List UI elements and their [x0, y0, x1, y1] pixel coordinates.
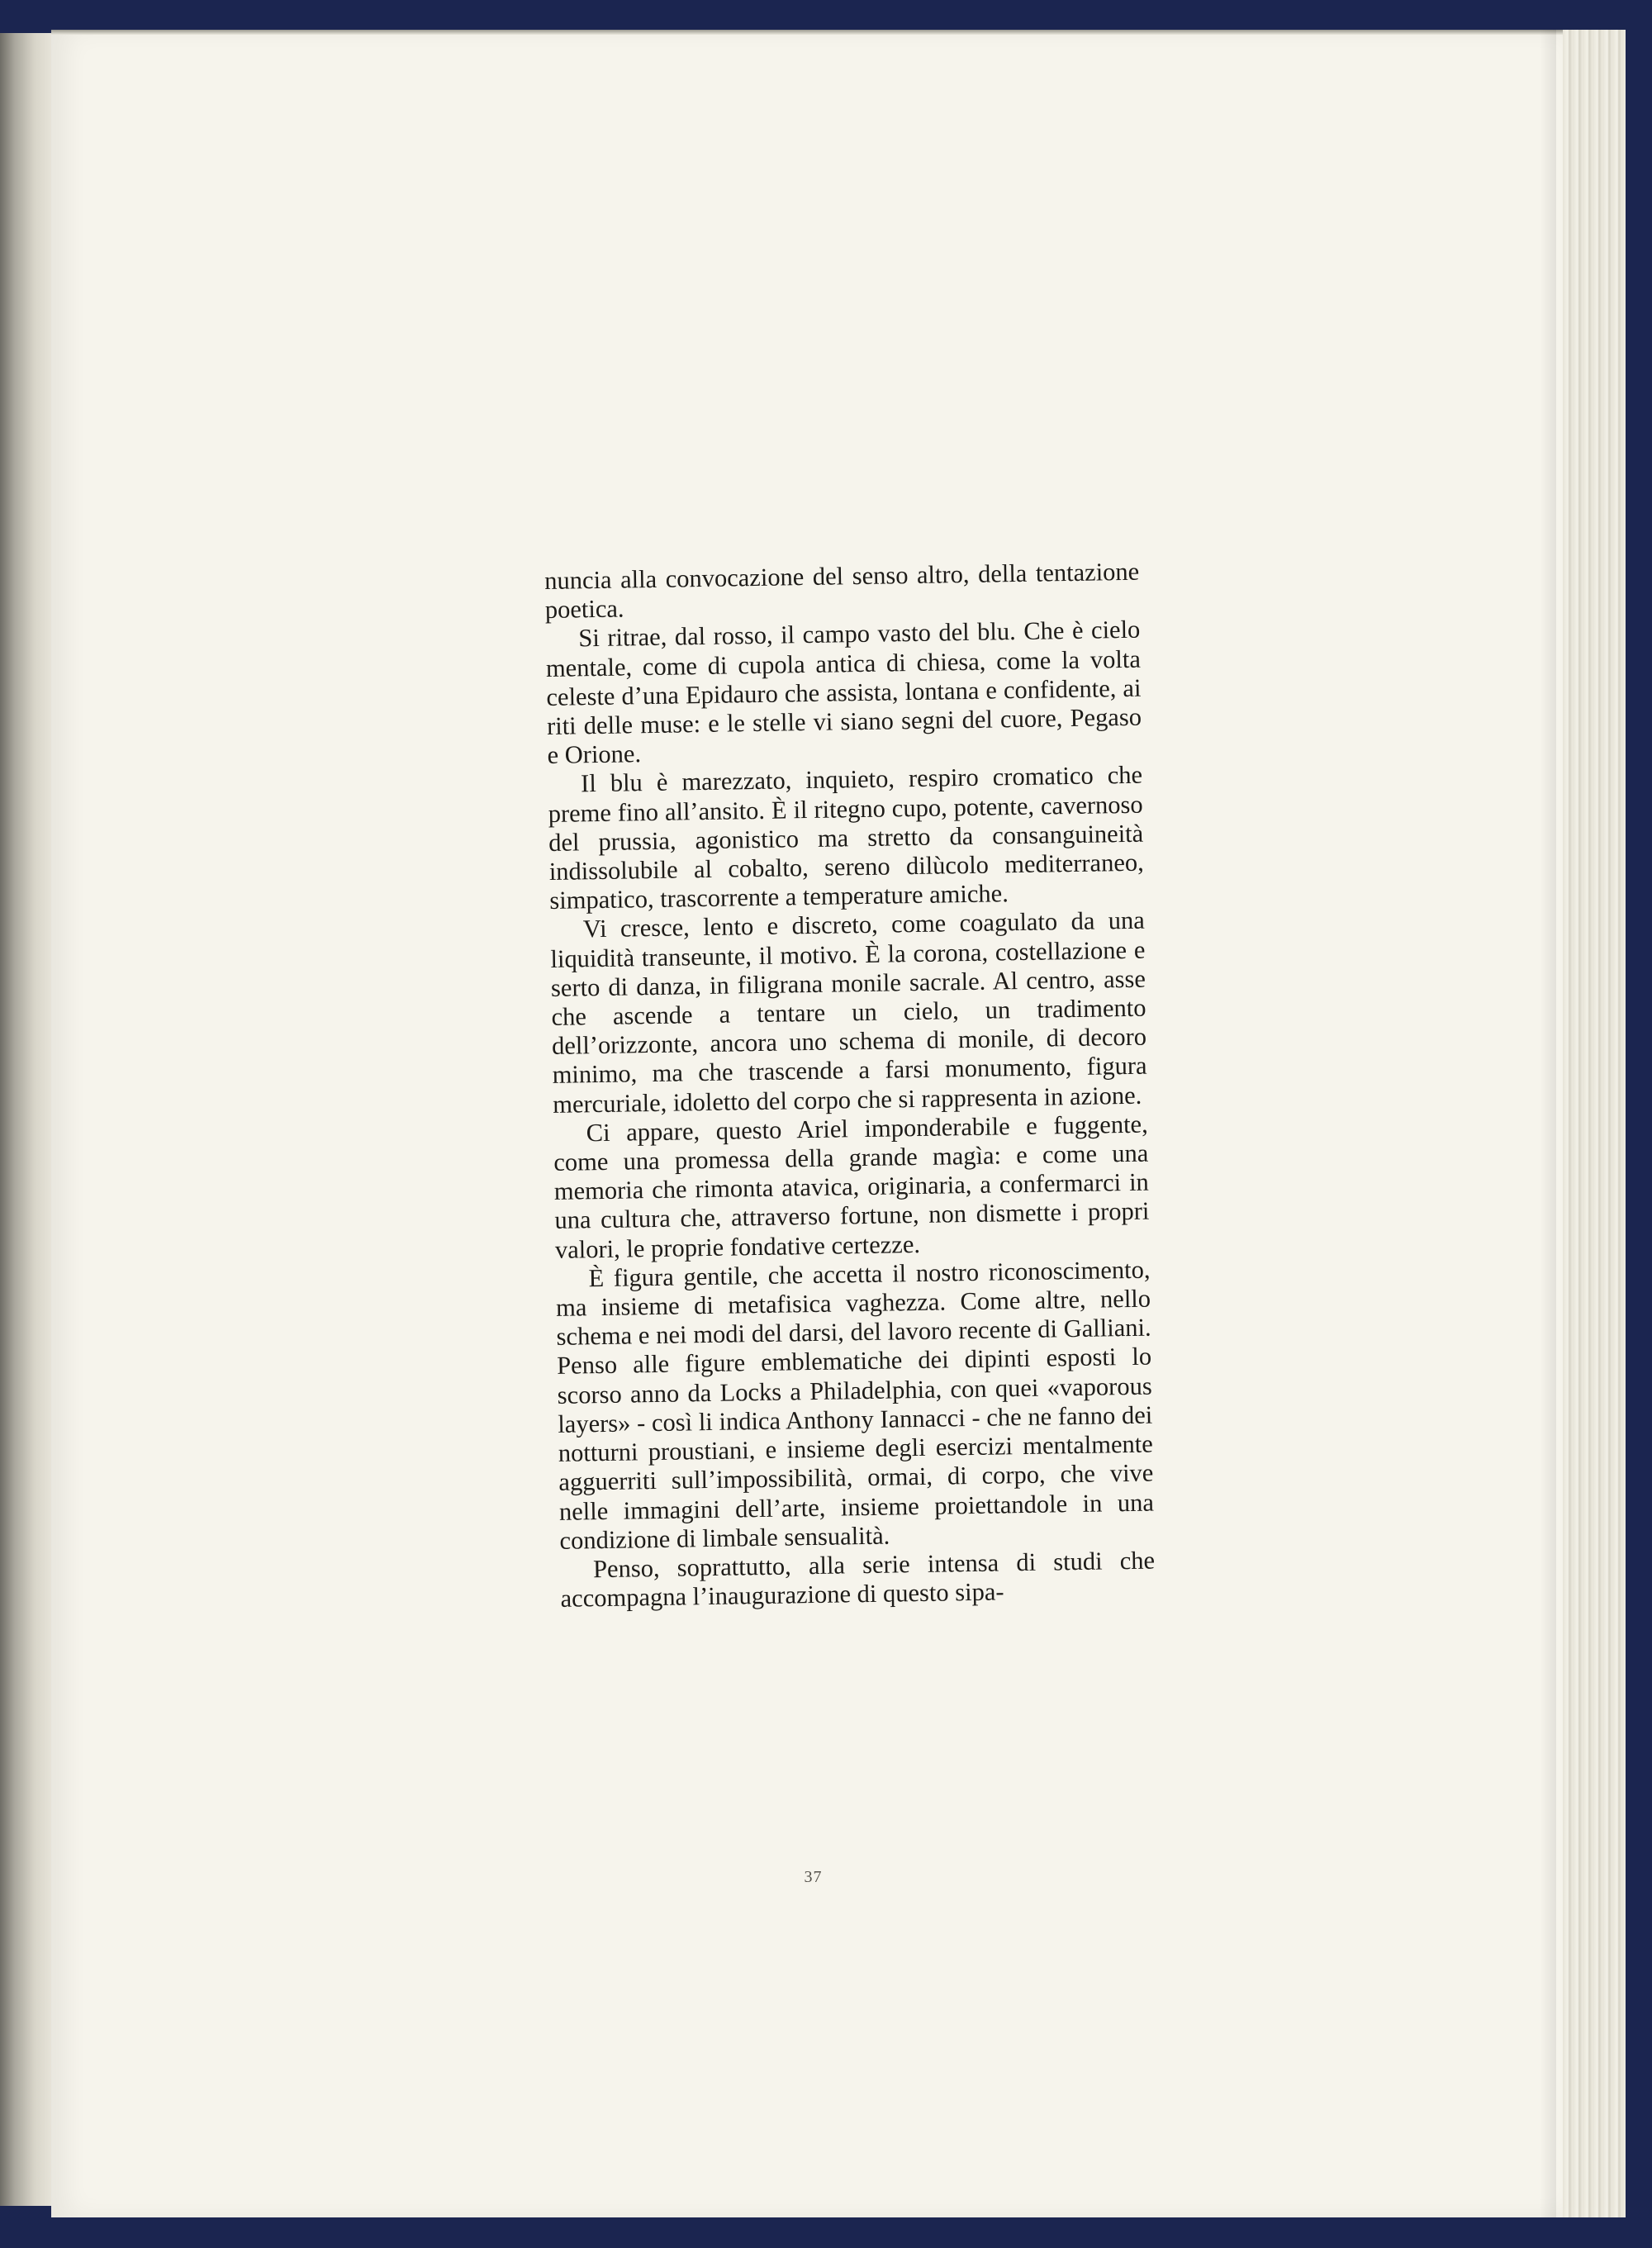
paragraph: Vi cresce, lento e discreto, come coagulato da una liquidità transeunte, il motivo. È la corona, costellazione e serto di danza, in filigrana monile sacrale. Al centro, asse che ascende a tentare un cielo, un tradimento dell’orizzonte, ancora uno schema di monile, di decoro minimo, ma che trascende a farsi monumento, figura mercuriale, idoletto del corpo che si rappresenta in azione.: [550, 906, 1147, 1119]
body-text: [544, 558, 1156, 1614]
paragraph: Si ritrae, dal rosso, il campo vasto del blu. Che è cielo mentale, come di cupola antica di chiesa, come la volta celeste d’una Epidauro che assista, lontana e confidente, ai riti delle muse: e le stelle vi siano segni del cuore, Pegaso e Orione.: [545, 615, 1142, 770]
paragraph: nuncia alla convocazione del senso altro, della tentazione poetica.: [544, 557, 1140, 625]
paragraph: È figura gentile, che accetta il nostro riconoscimento, ma insieme di metafisica vaghezza. Come altre, nello schema e nei modi del darsi, del lavoro recente di Galliani. Penso alle figure emblematiche dei dipinti esposti lo scorso anno da Locks a Philadelphia, con quei «vaporous layers» - così li indica Anthony Iannacci - che ne fanno dei notturni proustiani, e insieme degli esercizi mentalmente agguerriti sull’impossibilità, ormai, di corpo, che vive nelle immagini dell’arte, insieme proiettandole in una condizione di limbale sensualità.: [555, 1255, 1155, 1555]
paragraph: Penso, soprattutto, alla serie intensa di studi che accompagna l’inaugurazione di questo sipa-: [560, 1546, 1156, 1613]
page-top-edge: [51, 30, 1563, 35]
page-number: 37: [804, 1868, 823, 1886]
page-edges-stack: [1553, 30, 1626, 2217]
paragraph: Il blu è marezzato, inquieto, respiro cromatico che preme fino all’ansito. È il ritegno cupo, potente, cavernoso del prussia, agonistico ma stretto da consanguineità indissolubile al cobalto, sereno dilùcolo mediterraneo, simpatico, trascorrente a temperature amiche.: [548, 761, 1144, 915]
book-page: [51, 30, 1563, 2217]
page-edge-shadow: [1540, 30, 1556, 2217]
paragraph: Ci appare, questo Ariel imponderabile e fuggente, come una promessa della grande magìa: e come una memoria che rimonta atavica, originaria, a confermarci in una cultura che, attraverso fortune, non dismette i propri valori, le proprie fondative certezze.: [553, 1110, 1150, 1264]
adjacent-page-edge: [0, 33, 58, 2206]
page-number-row: [51, 1868, 1563, 1887]
